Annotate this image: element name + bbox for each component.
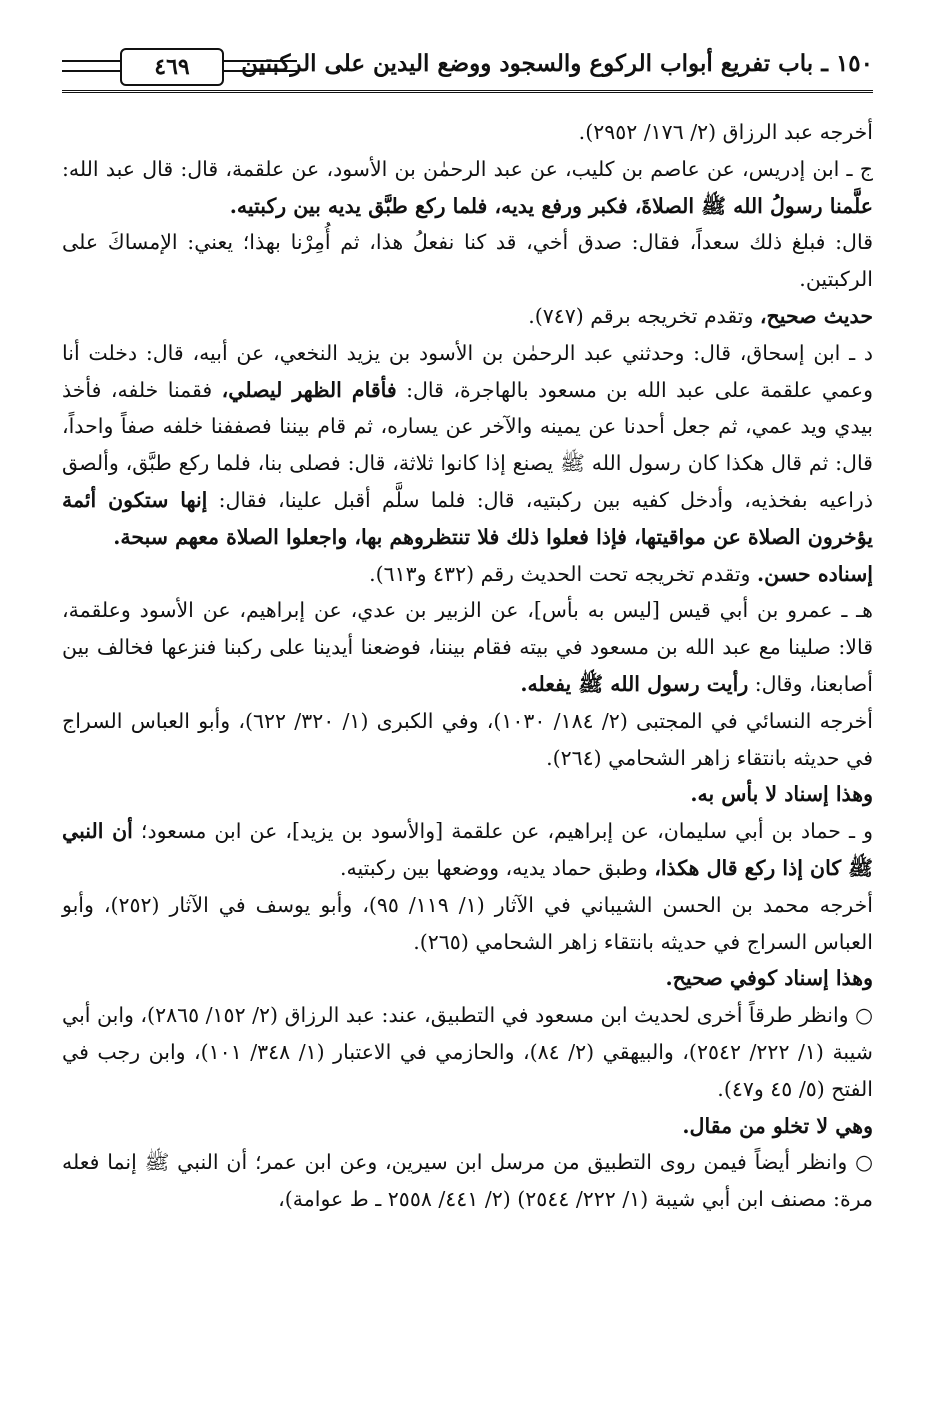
text-run: ○ وانظر طرقاً أخرى لحديث ابن مسعود في التطبيق، عند: عبد الرزاق (٢/ ١٥٢/ ٢٨٦٥)، وابن أبي شيبة (١/ ٢٢٢/ ٢٥٤٢)، والبيهقي (٢/ ٨٤)، والحازمي في الاعتبار (١/ ٣٤٨/ ١٠١)، وابن رجب في الفتح (٥/ ٤٥ و٤٧).: [62, 1003, 873, 1101]
bold-text: وهي لا تخلو من مقال.: [682, 1113, 873, 1138]
text-run: ج ـ ابن إدريس، عن عاصم بن كليب، عن عبد الرحمٰن بن الأسود، عن علقمة، قال: قال عبد الله:: [62, 156, 873, 181]
bold-text: وهذا إسناد لا بأس به.: [690, 782, 873, 807]
paragraph: [62, 703, 873, 777]
chapter-title: ١٥٠ ـ باب تفريع أبواب الركوع والسجود ووضع اليدين على الركبتين: [241, 50, 873, 77]
bold-text: وهذا إسناد كوفي صحيح.: [665, 966, 873, 991]
text-run: هـ ـ عمرو بن أبي قيس [ليس به بأس]، عن الزبير بن عدي، عن إبراهيم، عن الأسود وعلقمة، قالا: صلينا مع عبد الله بن مسعود في بيته فقام بيننا، فوضعنا أيدينا على ركبنا فنزعها فخالف بين أصابعنا، وقال:: [62, 598, 873, 696]
bold-text: رأيت رسول الله ﷺ يفعله.: [520, 671, 749, 696]
bold-text: حديث صحيح،: [759, 303, 873, 328]
text-run: و ـ حماد بن أبي سليمان، عن إبراهيم، عن علقمة [والأسود بن يزيد]، عن ابن مسعود؛: [132, 819, 873, 844]
text-run: ○ وانظر أيضاً فيمن روى التطبيق من مرسل ابن سيرين، وعن ابن عمر؛ أن النبي ﷺ إنما فعله مرة: مصنف ابن أبي شيبة (١/ ٢٢٢/ ٢٥٤٤) (٢/ ٤٤١/ ٢٥٥٨ ـ ط عوامة)،: [62, 1150, 873, 1212]
paragraph: [62, 813, 873, 887]
paragraph: [62, 224, 873, 298]
bold-text: إنها ستكون أئمة يؤخرون الصلاة عن مواقيتها، فإذا فعلوا ذلك فلا تنتظروهم بها، واجعلوا الصلاة معهم سبحة.: [62, 487, 873, 549]
text-run: د ـ ابن إسحاق، قال: وحدثني عبد الرحمٰن بن الأسود بن يزيد النخعي، عن أبيه، قال: دخلت أنا وعمي علقمة على عبد الله بن مسعود بالهاجرة، قال:: [62, 340, 873, 402]
paragraph: [62, 887, 873, 961]
paragraph: [62, 556, 873, 593]
text-run: وتقدم تخريجه برقم (٧٤٧).: [528, 303, 760, 328]
text-run: وطبق حماد يديه، ووضعها بين ركبتيه.: [339, 855, 655, 880]
page-number-badge: ٤٦٩: [120, 48, 224, 86]
paragraph: [62, 298, 873, 335]
paragraph: [62, 1144, 873, 1218]
paragraph: [62, 335, 873, 556]
text-run: أخرجه محمد بن الحسن الشيباني في الآثار (١/ ١١٩/ ٩٥)، وأبو يوسف في الآثار (٢٥٢)، وأبو العباس السراج في حديثه بانتقاء زاهر الشحامي (٢٦٥).: [62, 892, 873, 954]
paragraph: [62, 997, 873, 1107]
paragraph: [62, 151, 873, 225]
text-run: قال: فبلغ ذلك سعداً، فقال: صدق أخي، قد كنا نفعلُ هذا، ثم أُمِرْنا بهذا؛ يعني: الإمساكَ على الركبتين.: [62, 230, 873, 292]
text-run: فقمنا خلفه، فأخذ بيدي ويد عمي، ثم جعل أحدنا عن يمينه والآخر عن يساره، ثم قام بيننا فصففنا خلفه صفاً واحداً، قال: ثم قال هكذا كان رسول الله ﷺ يصنع إذا كانوا ثلاثة، قال: فصلى بنا، فلما ركع طبَّق، وألصق ذراعيه بفخذيه، وأدخل كفيه بين ركبتيه، قال: فلما سلَّم أقبل علينا، فقال:: [62, 377, 873, 512]
paragraph: [62, 592, 873, 702]
page-body: [62, 114, 873, 1218]
text-run: أخرجه عبد الرزاق (٢/ ١٧٦/ ٢٩٥٢).: [578, 120, 873, 144]
text-run: وتقدم تخريجه تحت الحديث رقم (٤٣٢ و٦١٣).: [369, 561, 757, 586]
header-rule: [62, 90, 873, 93]
bold-text: علَّمنا رسولُ الله ﷺ الصلاةَ، فكبر ورفع يديه، فلما ركع طبَّق يديه بين ركبتيه.: [229, 193, 873, 218]
paragraph: [62, 776, 873, 813]
paragraph: [62, 1108, 873, 1145]
bold-text: فأقام الظهر ليصلي،: [221, 377, 397, 402]
paragraph: [62, 960, 873, 997]
paragraph: [62, 114, 873, 151]
bold-text: أن النبي ﷺ كان إذا ركع قال هكذا،: [62, 819, 873, 880]
text-run: أخرجه النسائي في المجتبى (٢/ ١٨٤/ ١٠٣٠)، وفي الكبرى (١/ ٣٢٠/ ٦٢٢)، وأبو العباس السراج في حديثه بانتقاء زاهر الشحامي (٢٦٤).: [62, 708, 873, 770]
page-header: [62, 44, 873, 100]
bold-text: إسناده حسن.: [756, 561, 873, 586]
